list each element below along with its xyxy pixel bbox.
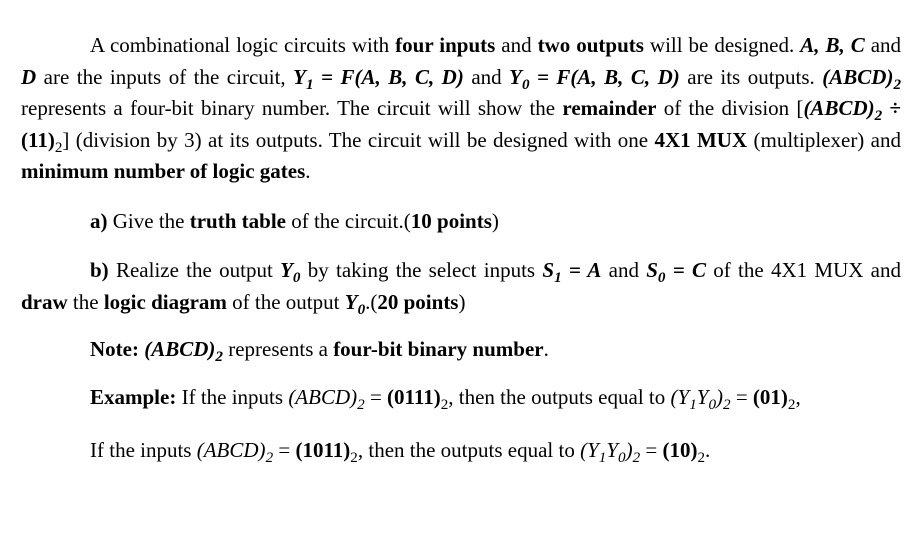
part-b-label: b) — [90, 258, 109, 282]
abcd-binary — [138, 337, 223, 365]
document-page — [21, 30, 901, 467]
problem-statement — [21, 30, 901, 188]
input-d: D — [21, 64, 37, 89]
y0-equation — [509, 64, 680, 93]
text: are the inputs of the circuit, — [36, 64, 294, 89]
text: = — [273, 438, 296, 462]
abcd-subscript: 2 — [215, 348, 223, 365]
y0-subscript: 0 — [618, 449, 626, 466]
bold-remainder: remainder — [562, 96, 657, 120]
outputs-pair — [670, 384, 731, 413]
part-b — [21, 255, 901, 318]
y0-subscript: 0 — [708, 396, 716, 413]
s1-subscript: 1 — [554, 269, 562, 286]
division-operator: ÷ (11) — [21, 96, 901, 152]
bold-points: 20 points — [377, 289, 459, 314]
bold-truth-table: truth table — [189, 208, 286, 233]
y-open: (Y — [580, 438, 599, 462]
y0-function: = F(A, B, C, D) — [529, 64, 680, 89]
division-expression — [803, 96, 883, 124]
abcd-subscript: 2 — [265, 449, 274, 466]
bold-points: 10 points — [410, 208, 492, 233]
bold-draw: draw — [21, 289, 68, 314]
abcd-binary — [288, 384, 365, 413]
s1-select — [542, 258, 602, 286]
text: will be designed. — [643, 33, 801, 57]
text: If the inputs — [90, 438, 197, 462]
input-value-subscript: 2 — [350, 449, 358, 466]
text: = — [640, 438, 663, 462]
part-a-label: a) — [90, 208, 108, 233]
text: by taking the select inputs — [300, 258, 543, 282]
text: of the circuit.( — [285, 208, 411, 233]
y-close: ) — [625, 438, 633, 462]
outputs-subscript: 2 — [723, 396, 731, 413]
text: and — [864, 33, 902, 57]
text: = — [730, 384, 753, 409]
output-value — [662, 438, 697, 462]
s1-equals: = A — [561, 258, 602, 282]
y-close: ) — [716, 384, 723, 409]
text: (multiplexer) and — [747, 127, 901, 152]
y1-function: = F(A, B, C, D) — [313, 64, 464, 89]
text: of the 4X1 MUX and — [706, 258, 901, 282]
y1-subscript: 1 — [306, 76, 314, 93]
division-abcd: (ABCD) — [803, 96, 875, 120]
text: of the output — [226, 289, 345, 314]
text: A combinational logic circuits with — [90, 33, 396, 57]
outputs-pair — [580, 438, 641, 466]
output-value-text: (01) — [752, 384, 788, 409]
abcd-symbol: (ABCD) — [288, 384, 358, 409]
y0-symbol: Y — [280, 258, 293, 282]
y1-equation — [293, 64, 464, 93]
s0-subscript: 0 — [657, 269, 666, 286]
example-1 — [21, 382, 901, 414]
y0-symbol: Y — [344, 289, 358, 314]
bold-mux: 4X1 MUX — [654, 127, 748, 152]
abcd-subscript: 2 — [357, 396, 365, 413]
y-mid: Y — [606, 438, 619, 462]
text: represents a four-bit binary number. The circuit will show the — [21, 96, 563, 120]
abcd-symbol: (ABCD) — [822, 64, 894, 89]
y-open: (Y — [670, 384, 690, 409]
text: . — [705, 438, 711, 462]
text: If the inputs — [176, 384, 289, 409]
output-value-subscript: 2 — [787, 396, 796, 413]
abcd-binary — [822, 64, 902, 93]
output-value-subscript: 2 — [697, 449, 706, 466]
example-2 — [21, 435, 901, 467]
input-value — [295, 438, 350, 462]
abcd-subscript: 2 — [893, 76, 902, 93]
y0-subscript: 0 — [357, 301, 366, 318]
s0-equals: = C — [665, 258, 706, 282]
outputs-subscript: 2 — [632, 449, 641, 466]
output-value — [753, 385, 788, 409]
abcd-symbol: (ABCD) — [196, 438, 266, 462]
note — [21, 334, 901, 366]
input-value — [387, 385, 441, 409]
text: , — [795, 384, 801, 409]
bold-min-gates: minimum number of logic gates — [21, 159, 306, 183]
y0-subscript: 0 — [292, 269, 301, 286]
y-mid: Y — [696, 384, 709, 409]
bold-two-outputs: two outputs — [537, 33, 644, 57]
y0-subscript: 0 — [521, 76, 530, 93]
text: .( — [365, 289, 378, 314]
abcd-binary — [196, 438, 274, 466]
bold-four-inputs: four inputs — [395, 33, 496, 57]
input-value-text: (1011) — [295, 438, 351, 462]
text: , then the outputs equal to — [448, 384, 671, 409]
input-value-subscript: 2 — [440, 396, 449, 413]
text: ) — [458, 289, 466, 314]
y0-symbol: Y — [509, 64, 522, 89]
y1-subscript: 1 — [689, 396, 697, 413]
text: ] (division by 3) at its outputs. The circuit will be designed with one — [62, 127, 655, 152]
y1-subscript: 1 — [598, 449, 607, 466]
example-label: Example: — [90, 384, 177, 409]
text: are its outputs. — [679, 64, 823, 89]
division-abcd-subscript: 2 — [874, 107, 883, 124]
note-label: Note: — [90, 337, 139, 361]
text: . — [543, 337, 549, 361]
text: . — [305, 159, 311, 183]
y1-symbol: Y — [293, 64, 306, 89]
s0-symbol: S — [646, 258, 658, 282]
input-value-text: (0111) — [387, 384, 441, 409]
text: and — [601, 258, 647, 282]
y0-output — [280, 258, 301, 286]
text: and — [495, 33, 538, 57]
text: Give the — [107, 208, 190, 233]
abcd-symbol: (ABCD) — [138, 337, 216, 361]
text: ) — [491, 208, 499, 233]
bold-four-bit: four-bit binary number — [333, 337, 544, 361]
text: Realize the output — [108, 258, 281, 282]
text: of the division [ — [656, 96, 804, 120]
output-value-text: (10) — [662, 438, 698, 462]
division-subscript: 2 — [54, 139, 63, 156]
text: = — [364, 384, 388, 409]
y0-output-2 — [344, 289, 366, 318]
inputs-abc: A, B, C — [800, 33, 865, 57]
s0-select — [646, 258, 706, 286]
s1-symbol: S — [542, 258, 555, 282]
text: represents a — [222, 337, 334, 361]
part-a — [21, 206, 901, 238]
text: the — [67, 289, 104, 314]
text: and — [463, 64, 510, 89]
bold-logic-diagram: logic diagram — [103, 289, 227, 314]
text: , then the outputs equal to — [357, 438, 581, 462]
